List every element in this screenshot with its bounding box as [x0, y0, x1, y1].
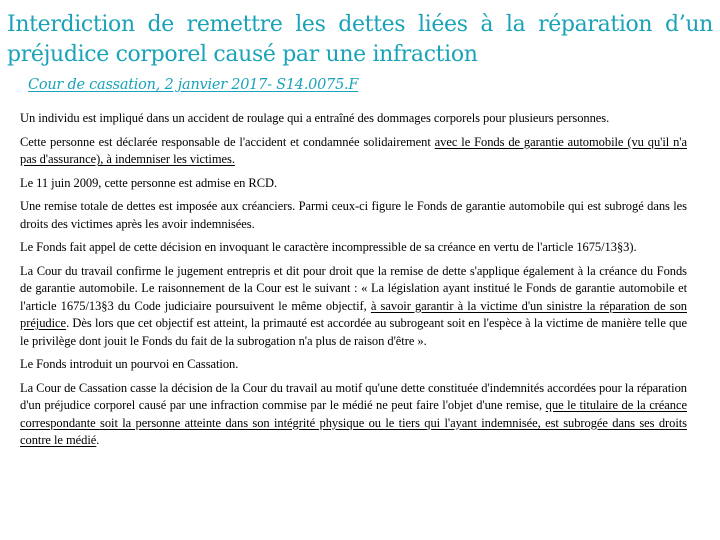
underlined-subrogation: que le titulaire de la créance correspondante soit la personne atteinte dans son intégrité physique ou le tiers qui l'ayant indemnisée, est subrogée dans ses droits contre le médié [20, 398, 687, 447]
underlined-objective: à savoir garantir à la victime d'un sinistre la réparation de son préjudice [20, 298, 687, 330]
paragraph-labour-court [20, 263, 687, 351]
paragraph-cassation-ruling-end: . [96, 433, 100, 447]
case-citation: Cour de cassation, 2 janvier 2017- S14.0075.F [28, 77, 359, 93]
paragraph-responsibility-text: Cette personne est déclarée responsable de l'accident et condamnée solidairement [20, 134, 435, 149]
slide-body [20, 110, 687, 456]
paragraph-appeal: Le Fonds fait appel de cette décision en invoquant le caractère incompressible de sa créance en vertu de l'article 1675/13§3). [20, 240, 637, 254]
paragraph-cassation-ruling [20, 380, 687, 450]
paragraph-rcd-admission: Le 11 juin 2009, cette personne est admise en RCD. [20, 175, 278, 190]
paragraph-accident: Un individu est impliqué dans un accident de roulage qui a entraîné des dommages corporels pour plusieurs personnes. [20, 111, 610, 125]
paragraph-debt-remission: Une remise totale de dettes est imposée aux créanciers. Parmi ceux-ci figure le Fonds de garantie automobile qui est subrogé dans les droits des victimes après les avoir indemnisées. [20, 199, 687, 231]
paragraph-labour-court-text: La Cour du travail confirme le jugement entrepris et dit pour droit que la remise de dette s'applique également à la créance du Fonds de garantie automobile. Le raisonnement de la Cour est le suivant : « La législation ayant institué le Fonds de garantie automobile et l'article 1675/13§3 du Code judiciaire poursuivent le même objectif, [20, 263, 687, 313]
paragraph-labour-court-end: . Dès lors que cet objectif est atteint, la primauté est accordée au subrogeant soit en l'espèce à la victime de manière telle que le privilège dont jouit le Fonds du fait de la subrogation n'a plus de raison d'être ». [20, 316, 687, 348]
paragraph-responsibility [20, 134, 687, 169]
paragraph-cassation-appeal: Le Fonds introduit un pourvoi en Cassation. [20, 357, 239, 371]
paragraph-cassation-ruling-text: La Cour de Cassation casse la décision de la Cour du travail au motif qu'une dette constituée d'indemnités accordées pour la réparation d'un préjudice corporel causé par une infraction commise par le médié ne peut faire l'objet d'une remise, [20, 380, 687, 412]
underlined-fund-guarantee: avec le Fonds de garantie automobile (vu qu'il n'a pas d'assurance), à indemniser les victimes. [20, 134, 687, 166]
slide-title: Interdiction de remettre les dettes liées à la réparation d’un préjudice corporel causé par une infraction [7, 12, 713, 67]
